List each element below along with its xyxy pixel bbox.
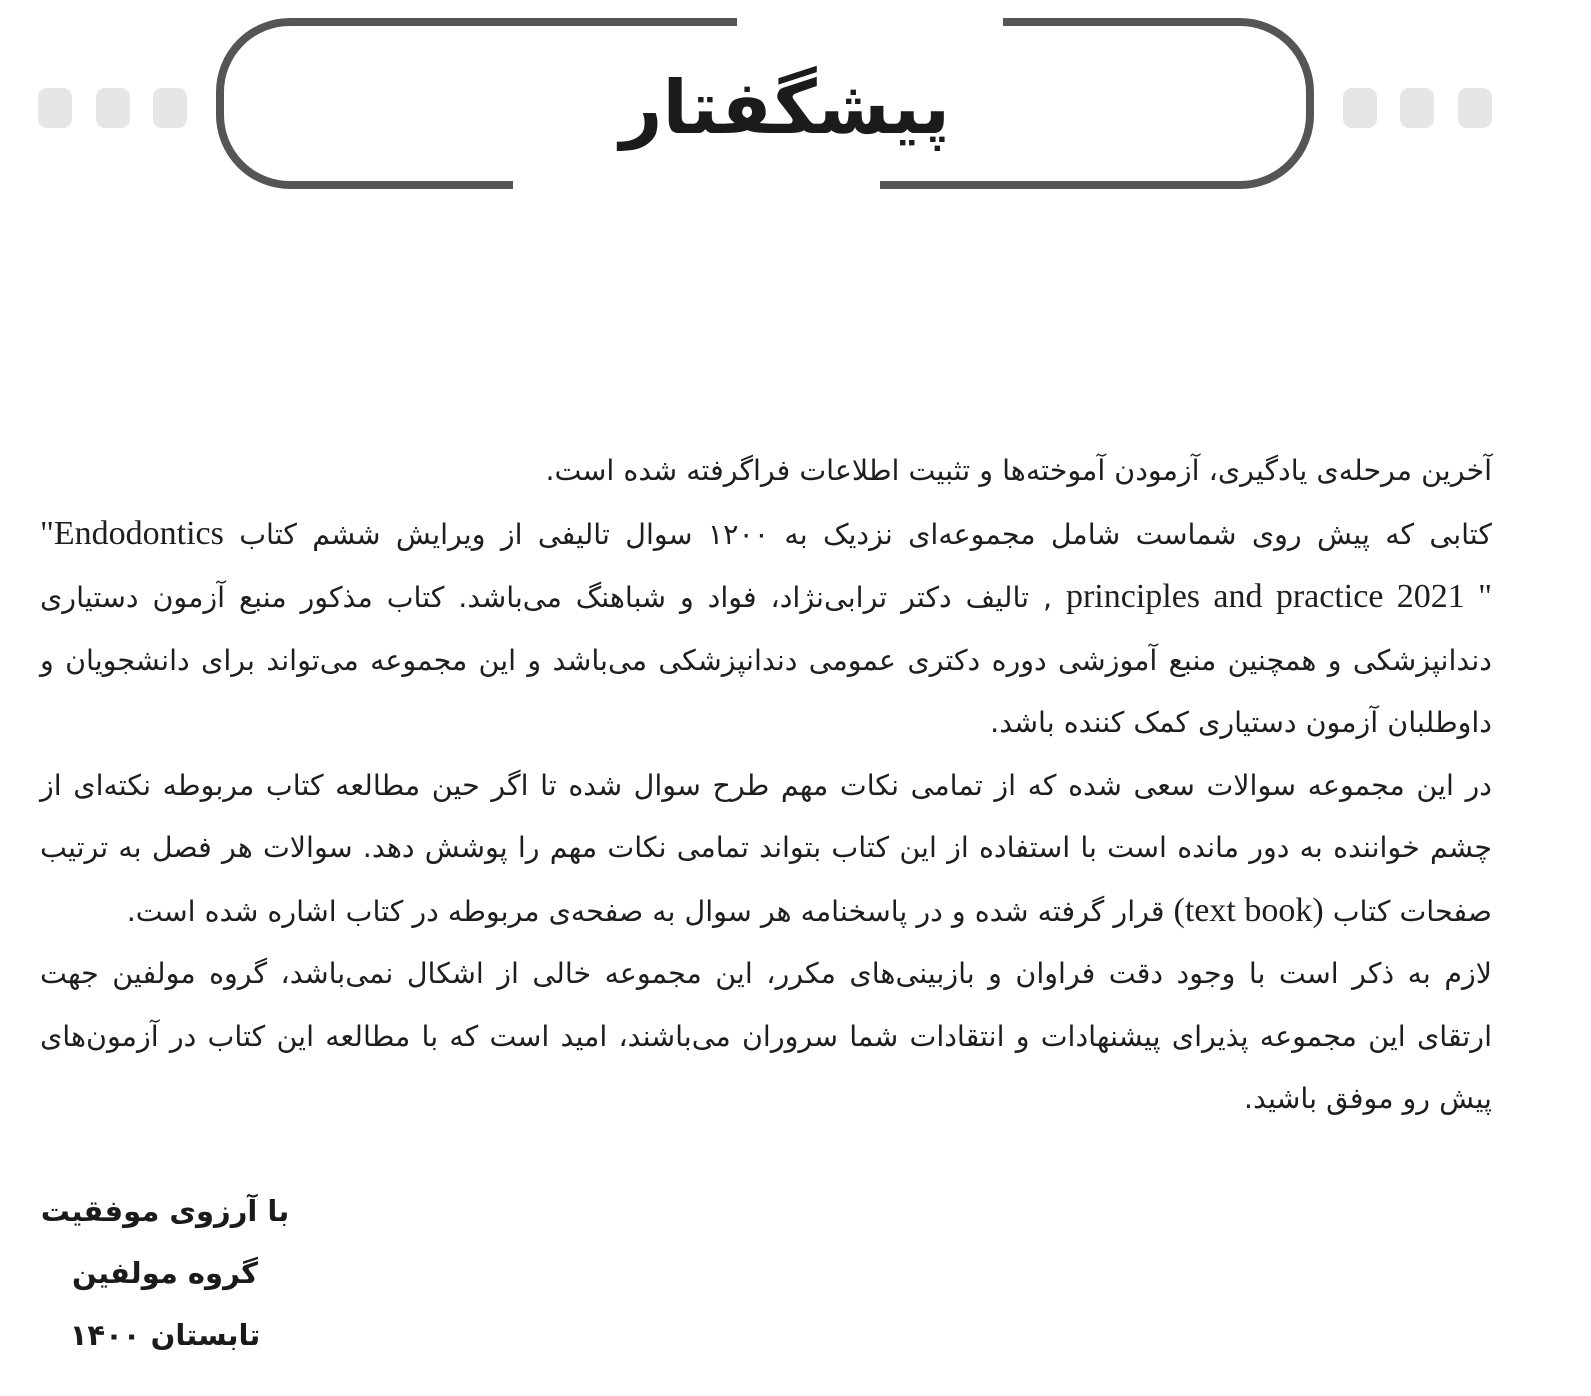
- title-banner: [0, 0, 1591, 200]
- decorative-dot: [1400, 88, 1434, 128]
- paragraph-text: , تالیف دکتر ترابی‌نژاد، فواد و شباهنگ می‌باشد. کتاب مذکور منبع آزمون دستیاری دندانپزشکی و همچنین منبع آموزشی دوره دکتری عمومی دندانپزشکی می‌باشد و این مجموعه می‌تواند برای دانشجویان و داوطلبان آزمون دستیاری کمک کننده باشد.: [40, 581, 1492, 739]
- paragraph-method: [40, 755, 1492, 944]
- signature-wish: با آرزوی موفقیت: [40, 1194, 290, 1228]
- signature-block: [40, 1180, 290, 1366]
- paragraph-text: کتابی که پیش روی شماست شامل مجموعه‌ای نزدیک به ۱۲۰۰ سوال تالیفی از ویرایش ششم کتاب: [223, 517, 1492, 551]
- paragraph-text: قرار گرفته شده و در پاسخنامه هر سوال به صفحه‌ی مربوطه در کتاب اشاره شده است.: [126, 894, 1174, 928]
- decorative-dot: [1343, 88, 1377, 128]
- paragraph-book-description: [40, 503, 1492, 755]
- paragraph-text: در این مجموعه سوالات سعی شده که از تمامی نکات مهم طرح سوال شده تا اگر حین مطالعه کتاب مربوطه نکته‌ای از چشم خواننده به دور مانده است با استفاده از این کتاب بتواند تمامی نکات مهم را پوشش دهد. سوالات هر فصل به ترتیب صفحات کتاب: [40, 768, 1492, 928]
- book-title-latin: "Endodontics principles and practice 2021 ": [40, 514, 1492, 615]
- preface-body: [40, 440, 1492, 1131]
- paragraph-intro: آخرین مرحله‌ی یادگیری، آزمودن آموخته‌ها و تثبیت اطلاعات فراگرفته شده است.: [545, 454, 1492, 487]
- decorative-dot: [96, 88, 130, 128]
- page-title: پیشگفتار: [619, 65, 951, 151]
- decorative-dot: [153, 88, 187, 128]
- paragraph-closing: لازم به ذکر است با وجود دقت فراوان و بازبینی‌های مکرر، این مجموعه خالی از اشکال نمی‌باشد، گروه مولفین جهت ارتقای این مجموعه پذیرای پیشنهادات و انتقادات شما سروران می‌باشند، امید است که با مطالعه این کتاب در آزمون‌های پیش رو موفق باشید.: [40, 957, 1492, 1115]
- signature-date: تابستان ۱۴۰۰: [69, 1318, 261, 1352]
- textbook-latin: (text book): [1173, 891, 1324, 929]
- signature-authors: گروه مولفین: [72, 1256, 258, 1290]
- decorative-dot: [38, 88, 72, 128]
- decorative-dot: [1458, 88, 1492, 128]
